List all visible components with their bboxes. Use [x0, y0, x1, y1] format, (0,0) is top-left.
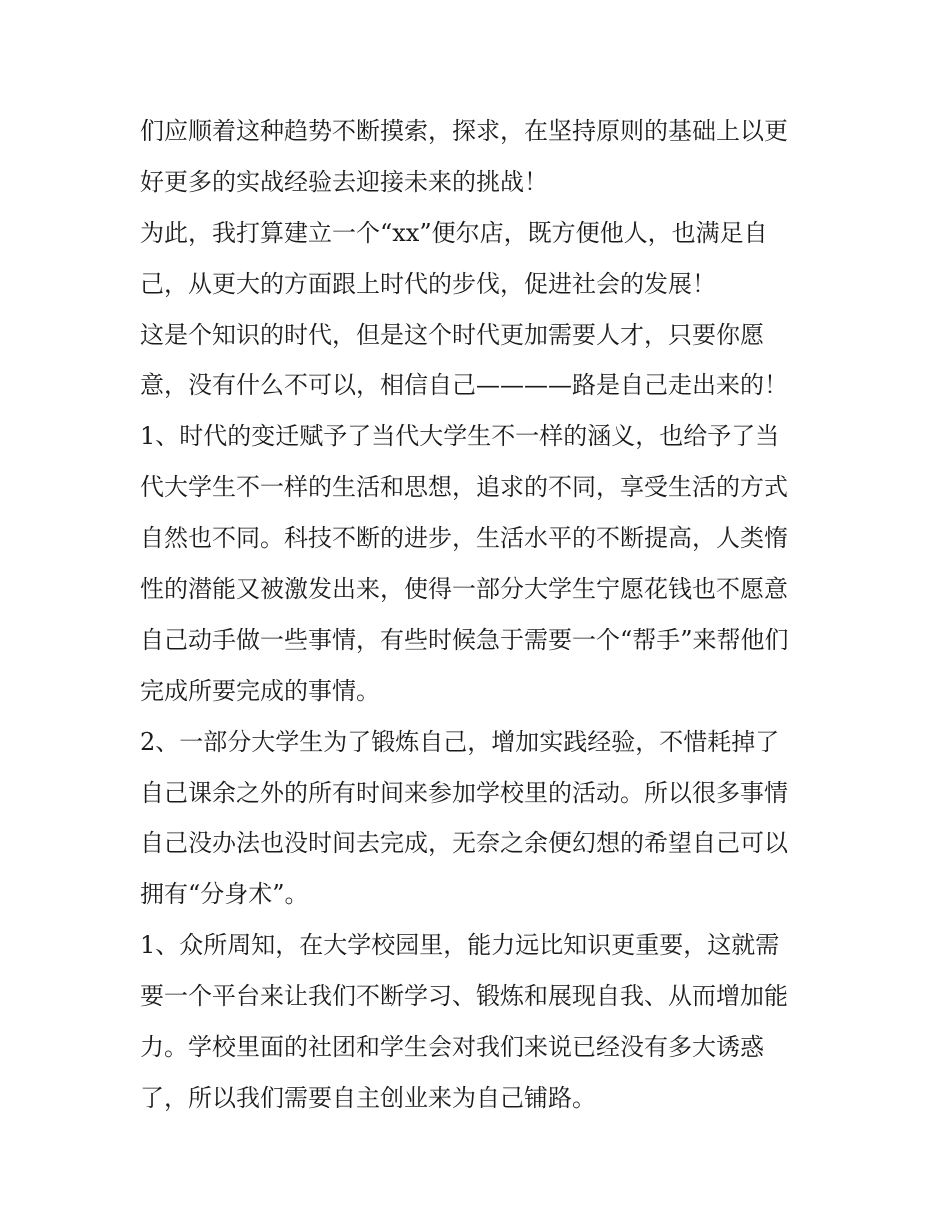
paragraph-4: [140, 411, 820, 716]
text-line: 2、一部分大学生为了锻炼自己，增加实践经验，不惜耗掉了: [140, 727, 780, 756]
paragraph-3: [140, 310, 820, 412]
text-line: 意，没有什么不可以，相信自己————路是自己走出来的！: [140, 371, 788, 400]
text-line: 自己没办法也没时间去完成，无奈之余便幻想的希望自己可以: [140, 829, 788, 858]
text-line: 完成所要完成的事情。: [140, 676, 380, 705]
text-line: 自然也不同。科技不断的进步，生活水平的不断提高，人类惰: [140, 524, 788, 553]
text-line: 1、时代的变迁赋予了当代大学生不一样的涵义，也给予了当: [140, 422, 780, 451]
text-line: 己，从更大的方面跟上时代的步伐，促进社会的发展！: [140, 269, 716, 298]
text-line: 为此，我打算建立一个“xx”便尔店，既方便他人，也满足自: [140, 218, 768, 247]
text-line: 代大学生不一样的生活和思想，追求的不同，享受生活的方式: [140, 473, 788, 502]
text-line: 拥有“分身术”。: [140, 880, 309, 909]
text-line: 力。学校里面的社团和学生会对我们来说已经没有多大诱惑: [140, 1033, 764, 1062]
text-line: 自己动手做一些事情，有些时候急于需要一个“帮手”来帮他们: [140, 625, 789, 654]
paragraph-1: [140, 106, 820, 208]
text-line: 们应顺着这种趋势不断摸索，探求，在坚持原则的基础上以更: [140, 117, 788, 145]
text-line: 了，所以我们需要自主创业来为自己铺路。: [140, 1083, 596, 1112]
paragraph-2: [140, 208, 820, 310]
document-body: [140, 106, 820, 1124]
text-line: 自己课余之外的所有时间来参加学校里的活动。所以很多事情: [140, 778, 788, 807]
text-line: 好更多的实战经验去迎接未来的挑战！: [140, 167, 548, 196]
text-line: 1、众所周知，在大学校园里，能力远比知识更重要，这就需: [140, 931, 780, 960]
text-line: 这是个知识的时代，但是这个时代更加需要人才，只要你愿: [140, 320, 764, 349]
paragraph-5: [140, 717, 820, 921]
paragraph-6: [140, 920, 820, 1124]
text-line: 性的潜能又被激发出来，使得一部分大学生宁愿花钱也不愿意: [140, 575, 788, 604]
text-line: 要一个平台来让我们不断学习、锻炼和展现自我、从而增加能: [140, 982, 788, 1011]
